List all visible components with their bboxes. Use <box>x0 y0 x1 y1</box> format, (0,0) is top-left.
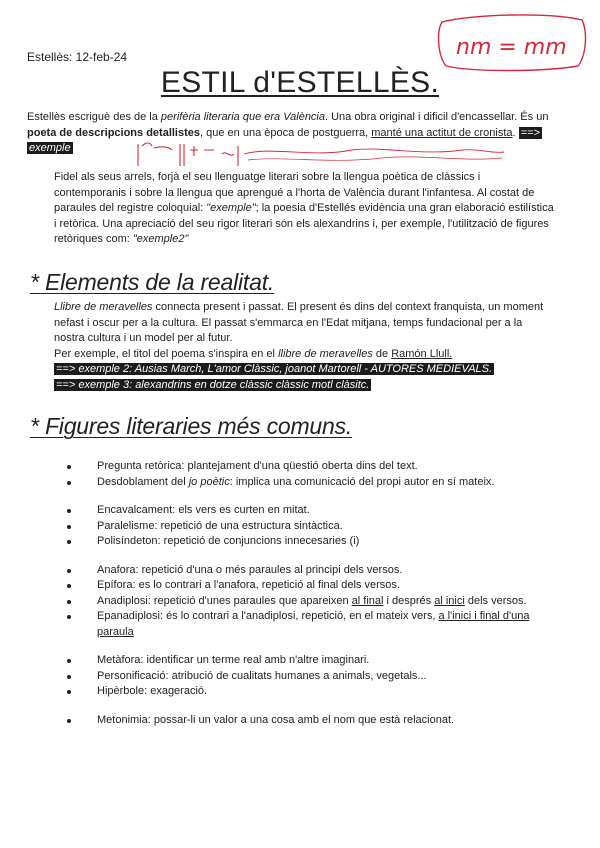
list-item: Metàfora: identificar un terme real amb n'altre imaginari. <box>0 653 537 669</box>
section-heading-realitat: * Elements de la realitat. <box>30 269 275 295</box>
list-item: Hipèrbole: exageració. <box>0 684 537 700</box>
intro-paragraph: Estellès escriguè des de la perifèria literaria que era València. Una obra original i dificil d'encassellar. És un poeta de descripcions detallistes, que en una època de postguerra, manté una actitut de cronista. ==> exemple <box>27 111 549 154</box>
list-item: Paralelisme: repetició de una estructura sintàctica. <box>0 519 537 535</box>
list-item: Metonimia: possar-li un valor a una cosa amb el nom que està relacionat. <box>0 713 537 729</box>
list-item: Polisíndeton: repetició de conjuncions innecesaries (i) <box>0 534 537 550</box>
page-title: ESTIL d'ESTELLÈS. <box>160 66 440 99</box>
list-item: Anadiplosi: repetició d'unes paraules que apareixen al final i després al inici dels versos. <box>0 594 537 610</box>
document-date: Estellès: 12-feb-24 <box>27 50 128 64</box>
handwriting-text: nm = mm <box>456 35 567 60</box>
example2-highlight: ==> exemple 2: Ausias March, L'amor Clàssic, joanot Martorell - AUTORES MEDIEVALS. <box>56 363 493 375</box>
ramon-llull-link: Ramón Llull. <box>391 347 453 360</box>
realitat-paragraph: Llibre de meravelles connecta present i passat. El present és dins del context franquista, un moment nefast i oscur per a la cultura. El passat s'emmarca en l'Edat mitjana, temps fundacional per a la nostra cultura i un model per al futur. Per exemple, el titol del poema s'inspira en el llibre de meravelles de Ramón Llull. ==> exemple 2: Ausias March, L'amor Clàssic, joanot Martorell - AUTORES MEDIEVALS. ==> exemple 3: alexandrins en dotze clàssic clàssic motl clàsitc. <box>54 301 544 391</box>
list-item: Epífora: es lo contrari a l'anafora, repetició al final dels versos. <box>0 578 537 594</box>
exemple-highlight: exemple <box>29 142 71 154</box>
section-heading-figures: * Figures literaries més comuns. <box>30 413 353 439</box>
figures-list <box>0 459 600 728</box>
list-item: Desdoblament del jo poètic: implica una comunicació del propi autor en sí mateix. <box>0 475 537 491</box>
handwritten-formula <box>132 140 512 170</box>
list-item: Encavalcament: els vers es curten en mitat. <box>0 503 537 519</box>
list-item: Pregunta retòrica: plantejament d'una qüestió oberta dins del text. <box>0 459 537 475</box>
style-paragraph: Fidel als seus arrels, forjà el seu llenguatge literari sobre la llengua poètica de clàssics i contemporanis i sobre la llengua que aprengué a l'horta de València durant l'infantesa. Al costat de paraules del registre coloquial: "exemple"; la poesia d'Estellés evidència una gran elaboració estilística i retòrica. Una apreciació del seu rigor literari són els alexandrins i, per exemple, l'utilització de figures retòriques com: "exemple2" <box>54 171 554 245</box>
handwritten-note <box>432 12 590 74</box>
arrow-highlight: ==> <box>520 126 540 139</box>
example3-highlight: ==> exemple 3: alexandrins en dotze clàssic clàssic motl clàsitc. <box>56 378 370 391</box>
list-item: Anafora: repetició d'una o més paraules al principi dels versos. <box>0 563 537 579</box>
list-item: Personificació: atribució de cualitats humanes a animals, vegetals... <box>0 669 537 685</box>
list-item: Epanadiplosi: és lo contrari a l'anadiplosi, repetició, en el mateix vers, a l'inici i final d'una paraula <box>0 609 537 640</box>
